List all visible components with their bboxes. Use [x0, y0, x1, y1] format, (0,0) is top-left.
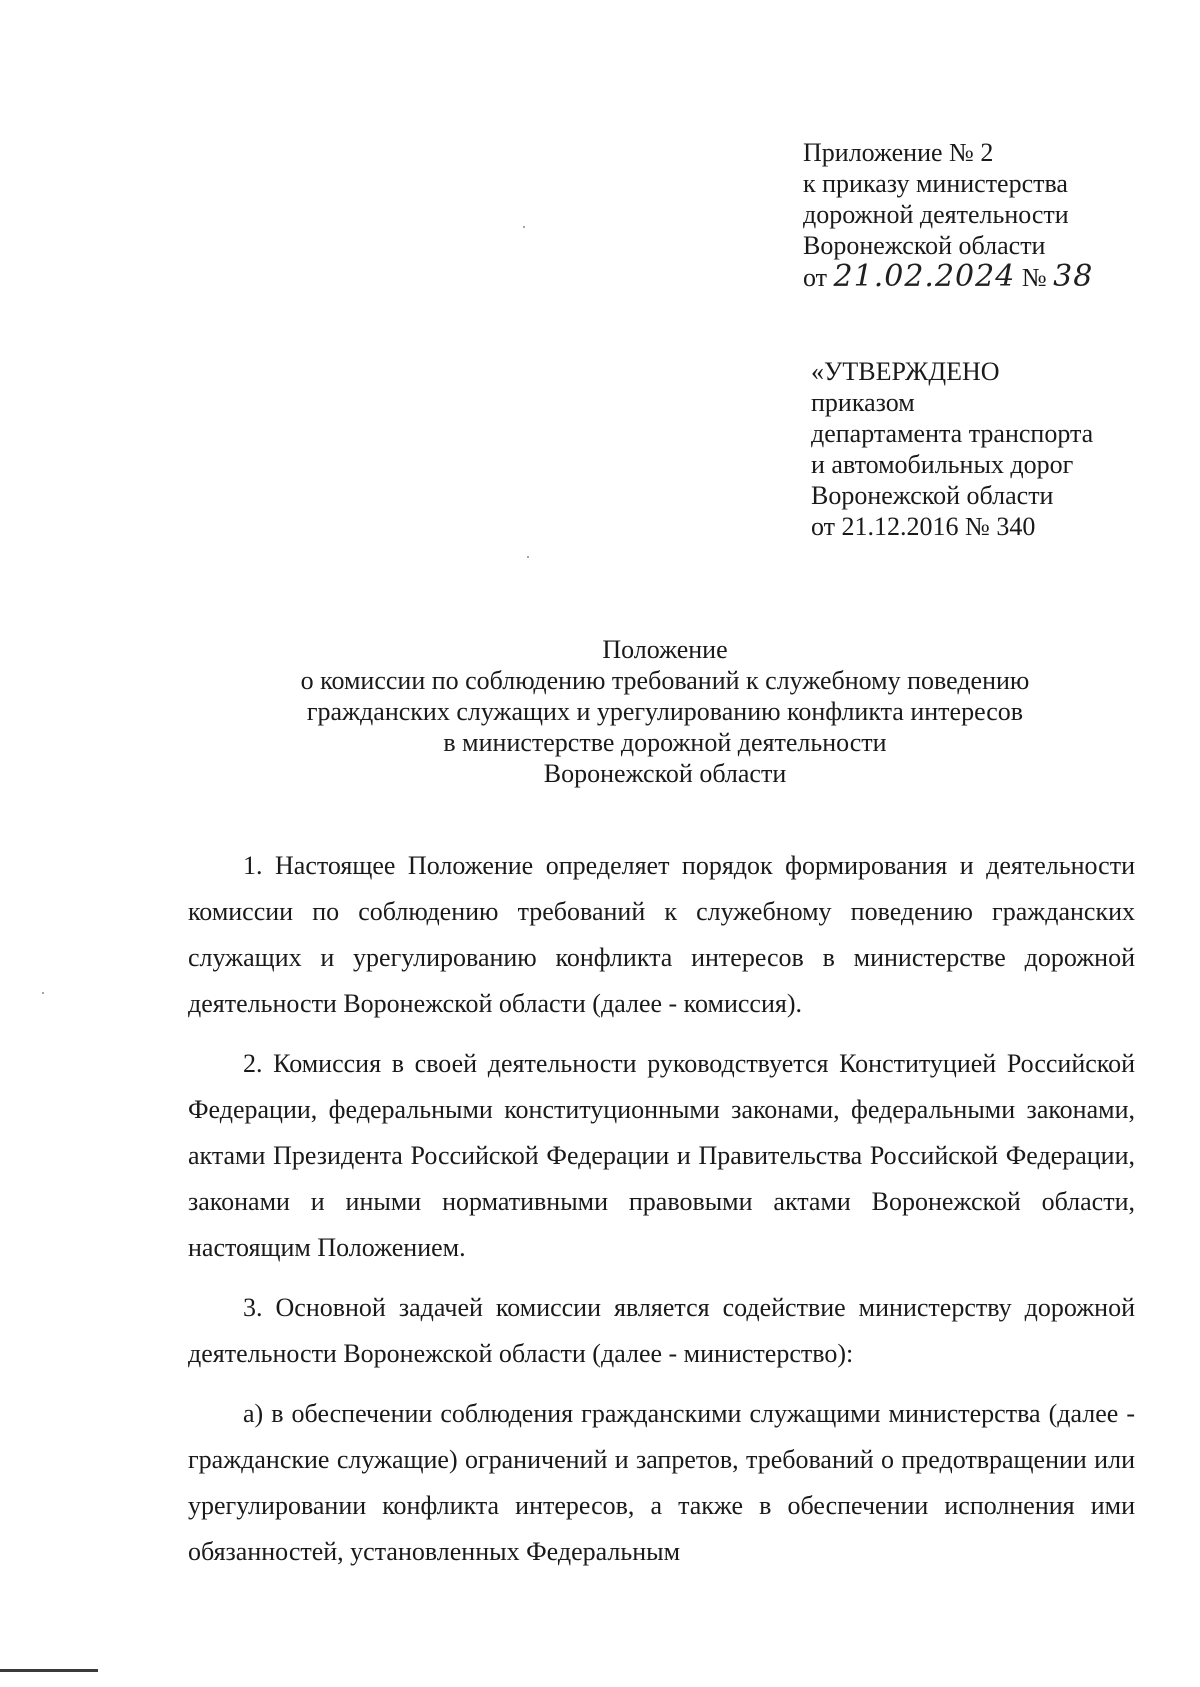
- title-line: Положение: [602, 635, 728, 664]
- appendix-date-line: [803, 261, 1093, 293]
- scan-speck: [42, 992, 44, 994]
- title-line: в министерстве дорожной деятельности: [443, 728, 887, 757]
- approval-line: приказом: [811, 388, 915, 417]
- approval-line: Воронежской области: [811, 481, 1054, 510]
- scan-speck: [527, 556, 529, 558]
- approval-line: от 21.12.2016 № 340: [811, 512, 1036, 541]
- appendix-line: Приложение № 2: [803, 138, 994, 167]
- paragraph-3a: а) в обеспечении соблюдения гражданскими служащими министерства (далее - гражданские служащие) ограничений и запретов, требований о предотвращении или урегулировании конфликта интересов, а также в обеспечении исполнения ими обязанностей, установленных Федеральным: [188, 1399, 1135, 1566]
- title-line: гражданских служащих и урегулированию конфликта интересов: [306, 697, 1024, 726]
- approval-line: и автомобильных дорог: [811, 450, 1074, 479]
- appendix-header: [803, 137, 1093, 293]
- appendix-line: дорожной деятельности: [803, 200, 1069, 229]
- date-prefix: от: [803, 263, 828, 292]
- title-line: Воронежской области: [543, 759, 787, 788]
- approval-line: «УТВЕРЖДЕНО: [811, 357, 1000, 386]
- approval-line: департамента транспорта: [811, 419, 1094, 448]
- handwritten-number: 38: [1053, 259, 1094, 294]
- paragraph-2: 2. Комиссия в своей деятельности руководствуется Конституцией Российской Федерации, федеральными конституционными законами, федеральными законами, актами Президента Российской Федерации и Правительства Российской Федерации, законами и иными нормативными правовыми актами Воронежской области, настоящим Положением.: [188, 1049, 1135, 1262]
- appendix-line: Воронежской области: [803, 231, 1046, 260]
- approval-stamp-block: [811, 356, 1093, 542]
- handwritten-date: 21.02.2024: [833, 259, 1016, 294]
- title-line: о комиссии по соблюдению требований к служебному поведению: [300, 666, 1030, 695]
- number-prefix: №: [1021, 263, 1047, 292]
- scan-speck: [523, 226, 525, 228]
- scan-edge-mark: [0, 1669, 98, 1672]
- appendix-line: к приказу министерства: [803, 169, 1068, 198]
- paragraph-3: 3. Основной задачей комиссии является содействие министерству дорожной деятельности Воронежской области (далее - министерство):: [188, 1293, 1135, 1368]
- document-body: [188, 843, 1135, 1589]
- document-title: [160, 634, 1170, 789]
- paragraph-1: 1. Настоящее Положение определяет порядок формирования и деятельности комиссии по соблюдению требований к служебному поведению гражданских служащих и урегулированию конфликта интересов в министерстве дорожной деятельности Воронежской области (далее - комиссия).: [188, 851, 1135, 1018]
